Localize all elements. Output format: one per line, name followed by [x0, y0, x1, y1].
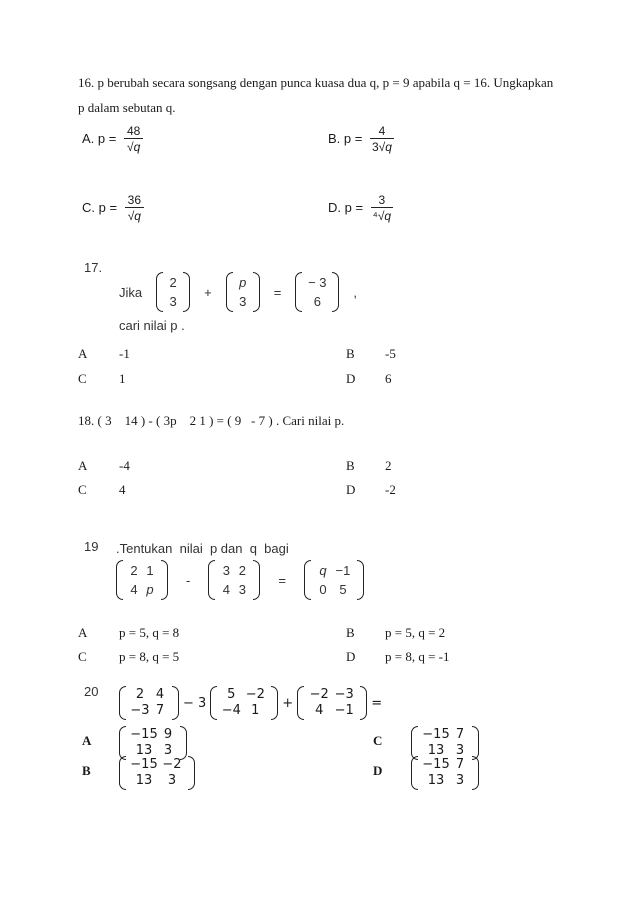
q19-matrix-2: [208, 560, 260, 600]
q16-option-b-label: B. p =: [328, 130, 363, 146]
q18-option-b[interactable]: 2: [385, 458, 392, 473]
q19-option-a[interactable]: p = 5, q = 8: [119, 625, 180, 640]
q20-matrix-3: [297, 686, 367, 720]
q19-option-a-letter: A: [78, 625, 88, 640]
cube-root-icon: 3√: [371, 140, 386, 154]
q19-m3-1: −1: [335, 563, 351, 578]
q20-number: 20: [84, 684, 99, 699]
q17-option-d-letter: D: [346, 371, 356, 386]
q16-option-c-num: 36: [127, 193, 142, 207]
q19-m3-2: 0: [319, 582, 327, 597]
q17-m3-1: 6: [313, 294, 321, 309]
q20-m1-1: 4: [155, 687, 165, 702]
q18-option-d-letter: D: [346, 482, 356, 497]
q20-d-2: 13: [427, 773, 445, 788]
q20-d-3: 3: [455, 773, 465, 788]
q19-minus: -: [186, 572, 191, 588]
q20-m2-1: −2: [245, 687, 265, 702]
q17-matrix-2: [226, 272, 260, 312]
q19-matrix-3: [304, 560, 364, 600]
q20-option-a[interactable]: [119, 726, 187, 760]
q17-option-a-letter: A: [78, 346, 88, 361]
q19-option-d-letter: D: [346, 649, 356, 664]
q16-option-c-den: q: [134, 209, 141, 223]
q17-cari: cari nilai p .: [119, 318, 185, 333]
q16-option-a-num: 48: [126, 124, 141, 138]
q19-option-c-letter: C: [78, 649, 87, 664]
q19-option-c[interactable]: p = 8, q = 5: [119, 649, 180, 664]
q16-option-c-label: C. p =: [82, 199, 118, 215]
q18-option-c-letter: C: [78, 482, 87, 497]
q17-m1-0: 2: [169, 275, 177, 290]
q17-m3-0: − 3: [308, 275, 327, 290]
q16-option-a-den: q: [133, 140, 141, 154]
q20-matrix-2: [210, 686, 278, 720]
q16-option-a-label: A. p =: [82, 130, 117, 146]
q20-equals: =: [371, 695, 383, 711]
q19-option-b-letter: B: [346, 625, 355, 640]
q20-op2: +: [282, 695, 294, 711]
q20-m1-0: 2: [135, 687, 145, 702]
q20-option-c-letter: C: [373, 733, 383, 748]
q17-option-a[interactable]: -1: [119, 346, 130, 361]
q20-d-1: 7: [455, 757, 465, 772]
q20-a-2: 13: [135, 743, 153, 758]
q20-option-b[interactable]: [119, 756, 195, 790]
q19-option-b[interactable]: p = 5, q = 2: [385, 625, 446, 640]
q16-option-c[interactable]: [82, 193, 144, 224]
q17-m2-1: 3: [239, 294, 247, 309]
q20-c-0: −15: [422, 727, 450, 742]
q17-m2-0: p: [239, 275, 247, 290]
q17-matrix-3: [295, 272, 339, 312]
q20-option-d[interactable]: [411, 756, 479, 790]
q20-a-3: 3: [163, 743, 173, 758]
q16-option-b[interactable]: [328, 124, 394, 155]
q18-option-a-letter: A: [78, 458, 88, 473]
q20-equation: [119, 686, 382, 720]
q17-matrix-1: [156, 272, 190, 312]
q17-option-c-letter: C: [78, 371, 87, 386]
q19-m2-1: 2: [238, 563, 246, 578]
fourth-root-icon: ⁴√: [372, 209, 385, 223]
q20-m3-2: 4: [315, 703, 324, 718]
q20-d-0: −15: [422, 757, 450, 772]
q16-option-d-den: q: [384, 209, 392, 223]
q16-text-line2: p dalam sebutan q.: [78, 100, 176, 115]
q16-option-a[interactable]: [82, 124, 143, 155]
q20-b-1: −2: [162, 757, 182, 772]
q19-m2-0: 3: [222, 563, 230, 578]
q20-m3-3: −1: [334, 703, 354, 718]
q19-m1-1: 1: [146, 563, 154, 578]
q17-plus: +: [204, 284, 212, 300]
q17-option-b-letter: B: [346, 346, 355, 361]
q19-number: 19: [84, 539, 99, 554]
sqrt-icon: √: [127, 209, 135, 223]
q17-equation: [119, 272, 357, 312]
q20-c-2: 13: [427, 743, 445, 758]
q18-option-d[interactable]: -2: [385, 482, 396, 497]
q19-text: .Tentukan nilai p dan q bagi: [116, 541, 289, 556]
q19-m1-2: 4: [130, 582, 138, 597]
q20-m3-0: −2: [309, 687, 329, 702]
q20-option-d-letter: D: [373, 763, 383, 778]
q16-text-line1: 16. p berubah secara songsang dengan punca kuasa dua q, p = 9 apabila q = 16. Ungkapkan: [78, 75, 554, 90]
q16-option-d[interactable]: [328, 193, 393, 224]
q20-m2-3: 1: [251, 703, 260, 718]
q17-option-b[interactable]: -5: [385, 346, 396, 361]
q19-equals: =: [278, 572, 286, 588]
q20-a-0: −15: [130, 727, 158, 742]
q20-m3-1: −3: [334, 687, 354, 702]
q16-option-d-label: D. p =: [328, 199, 364, 215]
q19-equation: [116, 560, 364, 600]
q19-m3-0: q: [319, 563, 327, 578]
q17-jika: Jika: [119, 284, 143, 300]
q18-text: 18. ( 3 14 ) - ( 3p 2 1 ) = ( 9 - 7 ) . Cari nilai p.: [78, 413, 345, 428]
q20-m1-2: −3: [130, 703, 150, 718]
q18-option-a[interactable]: -4: [119, 458, 130, 473]
q16-option-b-num: 4: [378, 124, 386, 138]
q19-matrix-1: [116, 560, 168, 600]
q17-comma: ,: [353, 284, 357, 300]
q16-option-b-den: q: [385, 140, 392, 154]
q20-option-b-letter: B: [82, 763, 91, 778]
q18-option-b-letter: B: [346, 458, 355, 473]
q17-equals: =: [273, 284, 282, 300]
q19-m1-0: 2: [130, 563, 138, 578]
q16-option-d-num: 3: [378, 193, 386, 207]
q17-number: 17.: [84, 260, 103, 275]
q19-option-d[interactable]: p = 8, q = -1: [385, 649, 450, 664]
q19-m2-3: 3: [238, 582, 246, 597]
q20-b-3: 3: [167, 773, 177, 788]
q20-m2-2: −4: [221, 703, 241, 718]
q19-m2-2: 4: [222, 582, 230, 597]
q19-m3-3: 5: [339, 582, 347, 597]
q20-option-c[interactable]: [411, 726, 479, 760]
q20-a-1: 9: [163, 727, 173, 742]
q17-option-d[interactable]: 6: [385, 371, 392, 386]
q20-m1-3: 7: [155, 703, 165, 718]
q20-matrix-1: [119, 686, 179, 720]
q19-m1-3: p: [146, 582, 154, 597]
q17-option-c[interactable]: 1: [119, 371, 126, 386]
q20-b-2: 13: [135, 773, 153, 788]
sqrt-icon: √: [126, 140, 134, 154]
q20-b-0: −15: [130, 757, 158, 772]
q18-option-c[interactable]: 4: [119, 482, 126, 497]
q20-m2-0: 5: [227, 687, 236, 702]
q20-c-1: 7: [455, 727, 465, 742]
q20-c-3: 3: [455, 743, 465, 758]
q17-m1-1: 3: [169, 294, 177, 309]
q20-op1: − 3: [183, 695, 207, 711]
q20-option-a-letter: A: [82, 733, 92, 748]
